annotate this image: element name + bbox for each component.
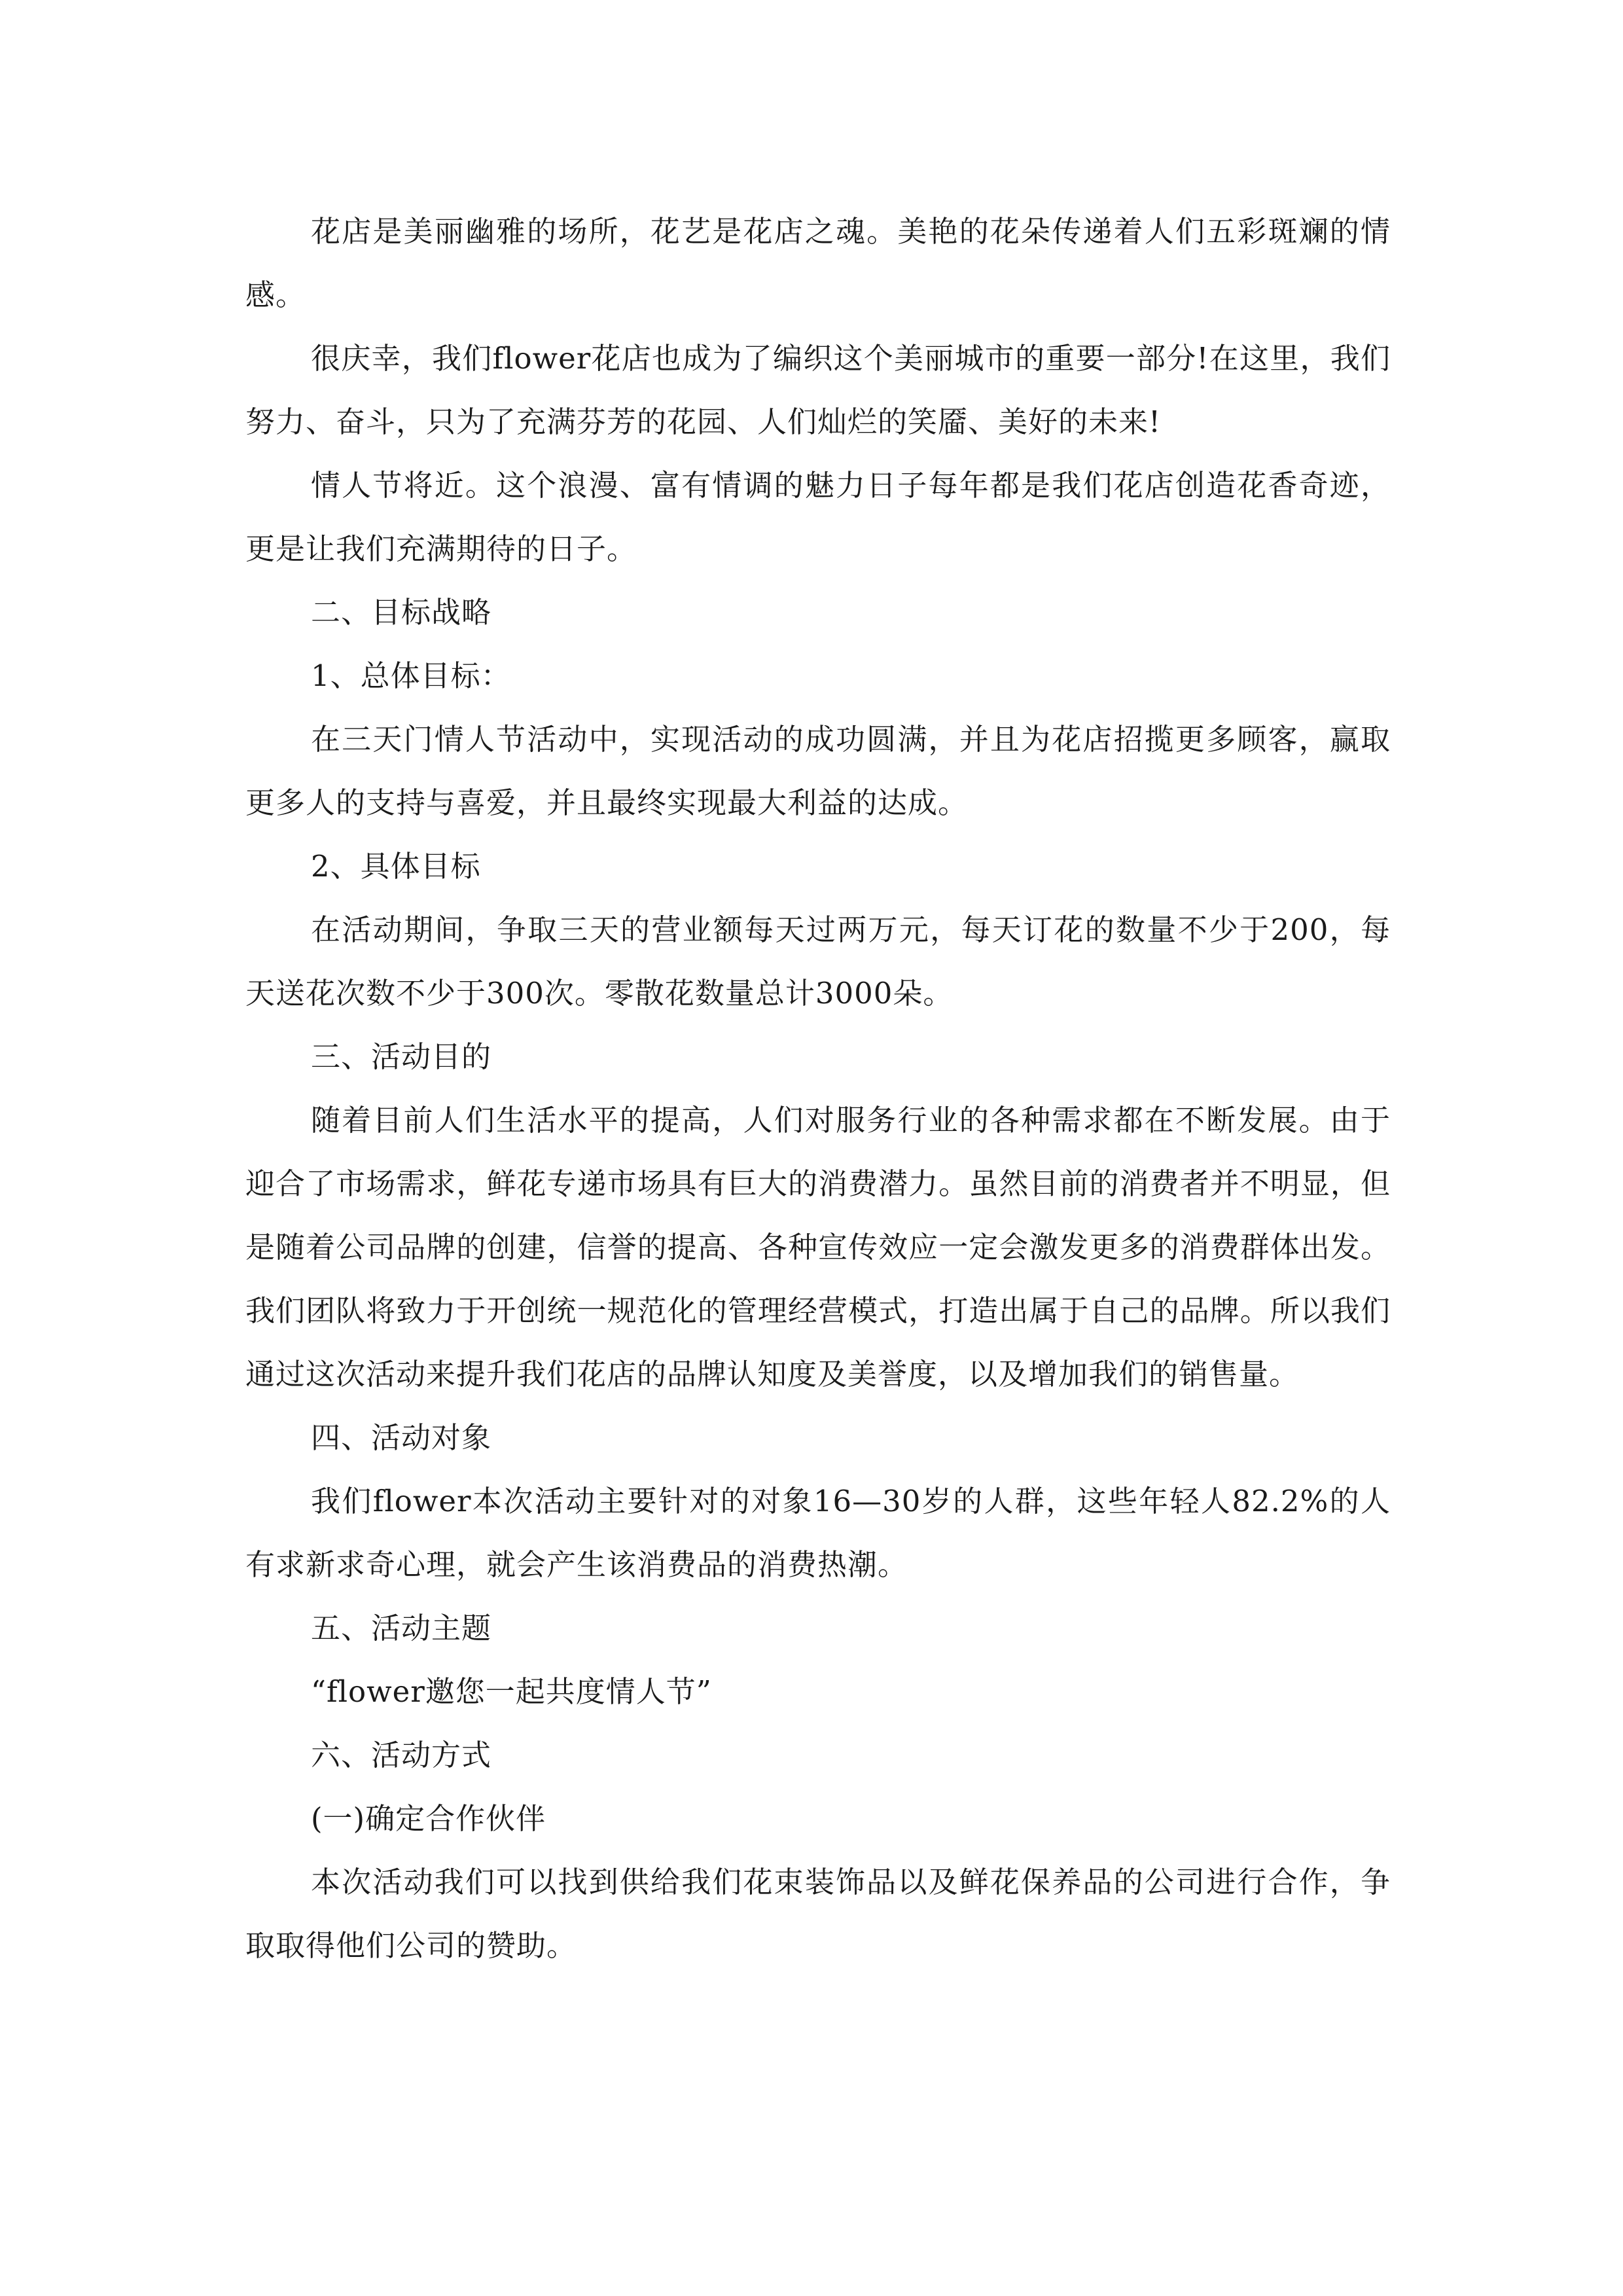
subheading-overall-goal: 1、总体目标： xyxy=(311,658,511,693)
section-heading-method: 六、活动方式 xyxy=(311,1738,492,1772)
section-heading-purpose: 三、活动目的 xyxy=(311,1039,492,1074)
intro-paragraph: 花店是美丽幽雅的场所，花艺是花店之魂。美艳的花朵传递着人们五彩斑斓的情感。 xyxy=(245,214,1391,312)
shop-paragraph: 很庆幸，我们flower花店也成为了编织这个美丽城市的重要一部分!在这里，我们努力、奋斗，只为了充满芬芳的花园、人们灿烂的笑靥、美好的未来! xyxy=(245,341,1391,439)
document-body xyxy=(245,200,1391,1977)
purpose-paragraph: 随着目前人们生活水平的提高，人们对服务行业的各种需求都在不断发展。由于迎合了市场需求，鲜花专递市场具有巨大的消费潜力。虽然目前的消费者并不明显，但是随着公司品牌的创建，信誉的提高、各种宣传效应一定会激发更多的消费群体出发。我们团队将致力于开创统一规范化的管理经营模式，打造出属于自己的品牌。所以我们通过这次活动来提升我们花店的品牌认知度及美誉度，以及增加我们的销售量。 xyxy=(245,1103,1391,1391)
partners-paragraph: 本次活动我们可以找到供给我们花束装饰品以及鲜花保养品的公司进行合作，争取取得他们公司的赞助。 xyxy=(245,1865,1391,1963)
audience-paragraph: 我们flower本次活动主要针对的对象16—30岁的人群，这些年轻人82.2%的人有求新求奇心理，就会产生该消费品的消费热潮。 xyxy=(245,1484,1391,1582)
section-heading-strategy: 二、目标战略 xyxy=(311,595,492,630)
valentine-paragraph: 情人节将近。这个浪漫、富有情调的魅力日子每年都是我们花店创造花香奇迹，更是让我们充满期待的日子。 xyxy=(245,468,1391,566)
section-heading-audience: 四、活动对象 xyxy=(311,1420,492,1455)
subheading-partners: (一)确定合作伙伴 xyxy=(311,1801,546,1836)
overall-goal-paragraph: 在三天门情人节活动中，实现活动的成功圆满，并且为花店招揽更多顾客，赢取更多人的支持与喜爱，并且最终实现最大利益的达成。 xyxy=(245,722,1391,820)
specific-goal-paragraph: 在活动期间，争取三天的营业额每天过两万元，每天订花的数量不少于200，每天送花次数不少于300次。零散花数量总计3000朵。 xyxy=(245,912,1391,1011)
section-heading-theme: 五、活动主题 xyxy=(311,1611,492,1645)
theme-slogan: “flower邀您一起共度情人节” xyxy=(311,1674,712,1709)
subheading-specific-goal: 2、具体目标 xyxy=(311,849,481,884)
